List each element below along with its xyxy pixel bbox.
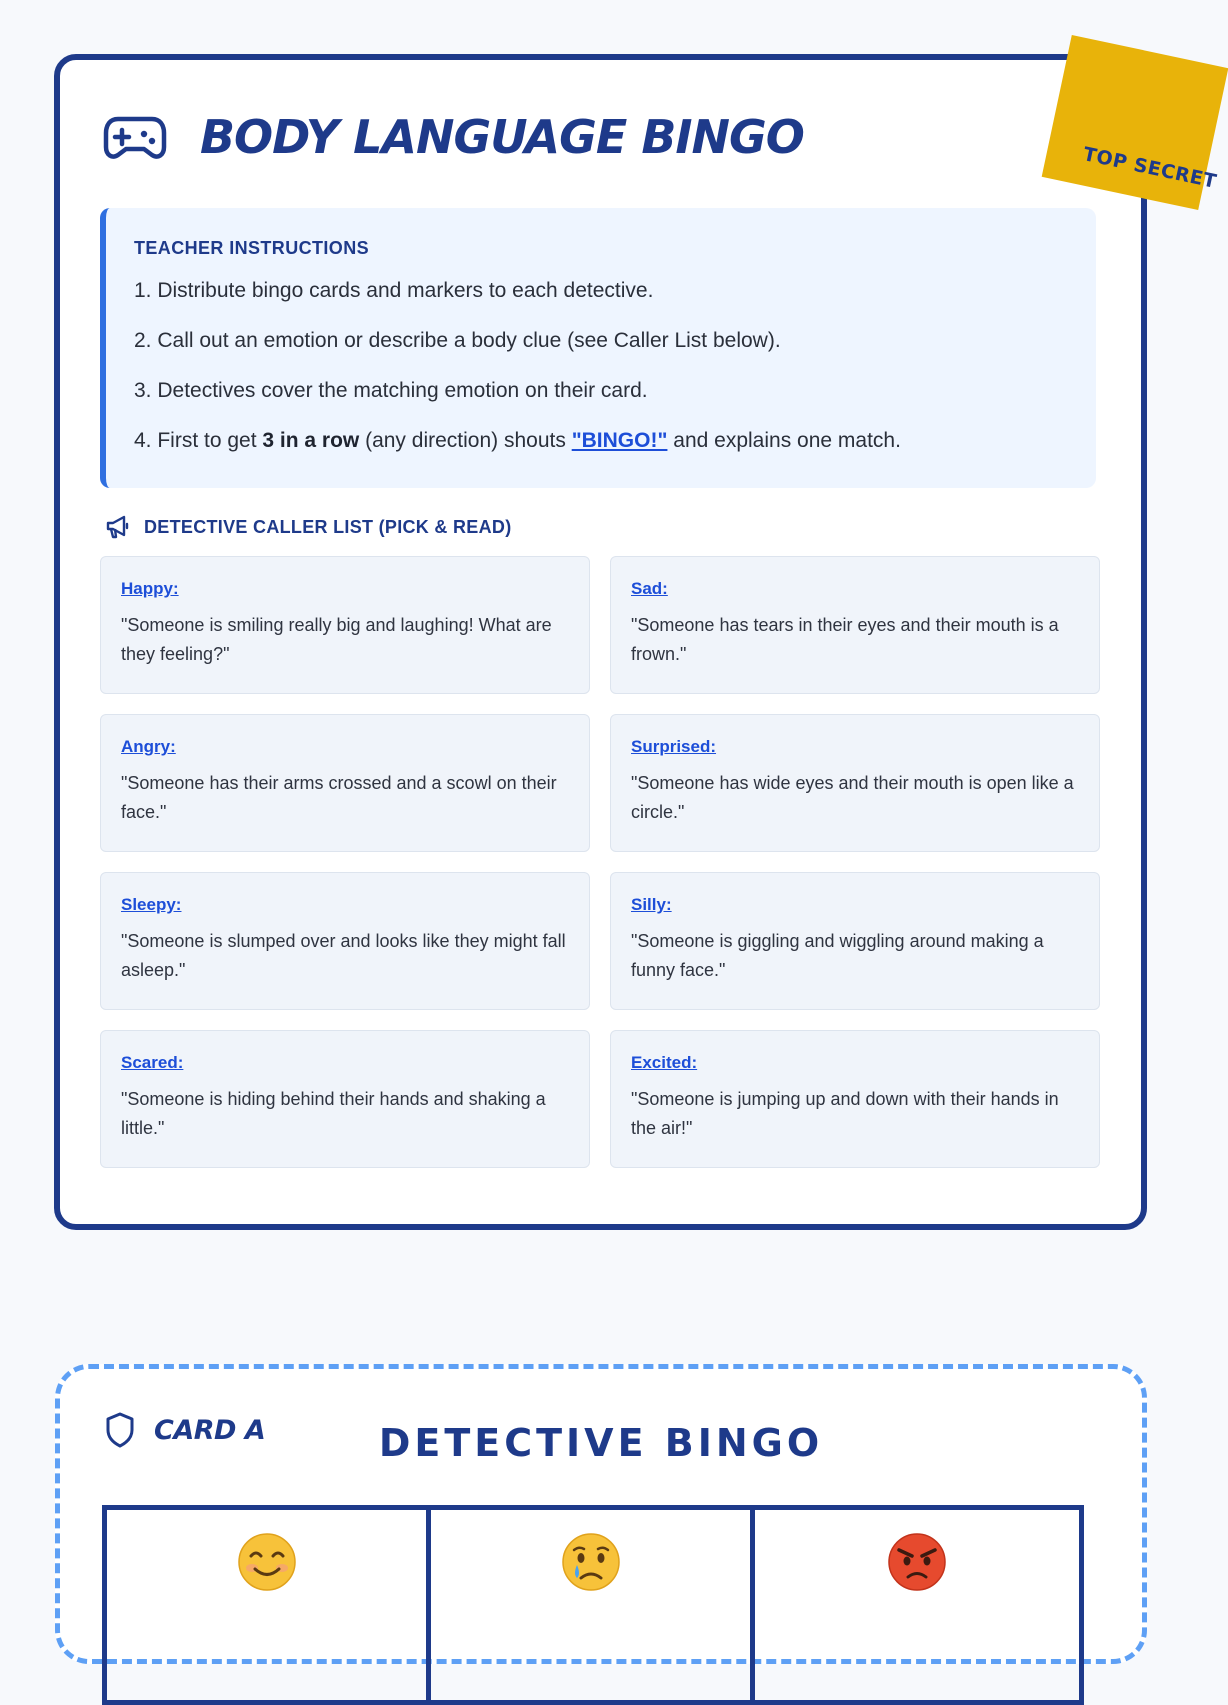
bingo-cell[interactable] xyxy=(107,1510,431,1700)
caller-emotion[interactable]: Angry: xyxy=(121,737,176,756)
caller-emotion[interactable]: Excited: xyxy=(631,1053,698,1072)
bingo-link[interactable]: "BINGO!" xyxy=(571,429,668,452)
instruction-step: 2. Call out an emotion or describe a body clue (see Caller List below). xyxy=(134,329,781,352)
smiling-face-emoji xyxy=(237,1532,297,1592)
caller-card-happy xyxy=(100,556,590,694)
step4-suffix: and explains one match. xyxy=(667,429,901,452)
caller-card-angry xyxy=(100,714,590,852)
caller-clue: "Someone is giggling and wiggling around making a funny face." xyxy=(631,931,1044,980)
teacher-instructions-panel xyxy=(100,208,1096,488)
caller-emotion[interactable]: Silly: xyxy=(631,895,672,914)
caller-card-sad xyxy=(610,556,1100,694)
caller-card-excited xyxy=(610,1030,1100,1168)
caller-emotion[interactable]: Happy: xyxy=(121,579,179,598)
card-label: CARD A xyxy=(154,1414,266,1446)
instructions-list xyxy=(134,278,901,478)
bingo-cell[interactable] xyxy=(755,1510,1079,1700)
caller-clue: "Someone is jumping up and down with their hands in the air!" xyxy=(631,1089,1059,1138)
caller-emotion[interactable]: Sleepy: xyxy=(121,895,182,914)
caller-clue: "Someone has wide eyes and their mouth is open like a circle." xyxy=(631,773,1074,822)
caller-list xyxy=(100,556,1096,1168)
instruction-step: 3. Detectives cover the matching emotion on their card. xyxy=(134,379,648,402)
caller-card-scared xyxy=(100,1030,590,1168)
card-title: DETECTIVE BINGO xyxy=(378,1421,824,1465)
instruction-step xyxy=(134,428,901,478)
top-secret-label: TOP SECRET xyxy=(1081,143,1219,193)
caller-emotion[interactable]: Surprised: xyxy=(631,737,717,756)
instruction-step: 1. Distribute bingo cards and markers to each detective. xyxy=(134,279,654,302)
crying-face-emoji xyxy=(561,1532,621,1592)
caller-emotion[interactable]: Scared: xyxy=(121,1053,184,1072)
megaphone-icon xyxy=(104,514,130,540)
caller-card-surprised xyxy=(610,714,1100,852)
gamepad-icon xyxy=(104,113,166,161)
caller-clue: "Someone is hiding behind their hands and shaking a little." xyxy=(121,1089,546,1138)
bingo-grid xyxy=(102,1505,1084,1705)
step4-prefix: 4. First to get xyxy=(134,429,263,452)
caller-card-silly xyxy=(610,872,1100,1010)
instructions-sheet xyxy=(54,54,1219,1230)
bingo-card-a xyxy=(55,1364,1147,1664)
caller-list-heading: DETECTIVE CALLER LIST (PICK & READ) xyxy=(144,516,512,537)
caller-card-sleepy xyxy=(100,872,590,1010)
angry-face-emoji xyxy=(887,1532,947,1592)
page-title: BODY LANGUAGE BINGO xyxy=(200,110,804,164)
caller-clue: "Someone is slumped over and looks like they might fall asleep." xyxy=(121,931,566,980)
caller-emotion[interactable]: Sad: xyxy=(631,579,668,598)
step4-bold: 3 in a row xyxy=(262,429,360,452)
caller-clue: "Someone has their arms crossed and a scowl on their face." xyxy=(121,773,557,822)
instructions-heading: TEACHER INSTRUCTIONS xyxy=(134,238,370,258)
bingo-cell[interactable] xyxy=(431,1510,755,1700)
title-row xyxy=(104,110,804,164)
caller-clue: "Someone has tears in their eyes and their mouth is a frown." xyxy=(631,615,1059,664)
step4-middle: (any direction) shouts xyxy=(359,429,572,452)
caller-heading-row xyxy=(104,514,512,540)
caller-clue: "Someone is smiling really big and laughing! What are they feeling?" xyxy=(121,615,552,664)
